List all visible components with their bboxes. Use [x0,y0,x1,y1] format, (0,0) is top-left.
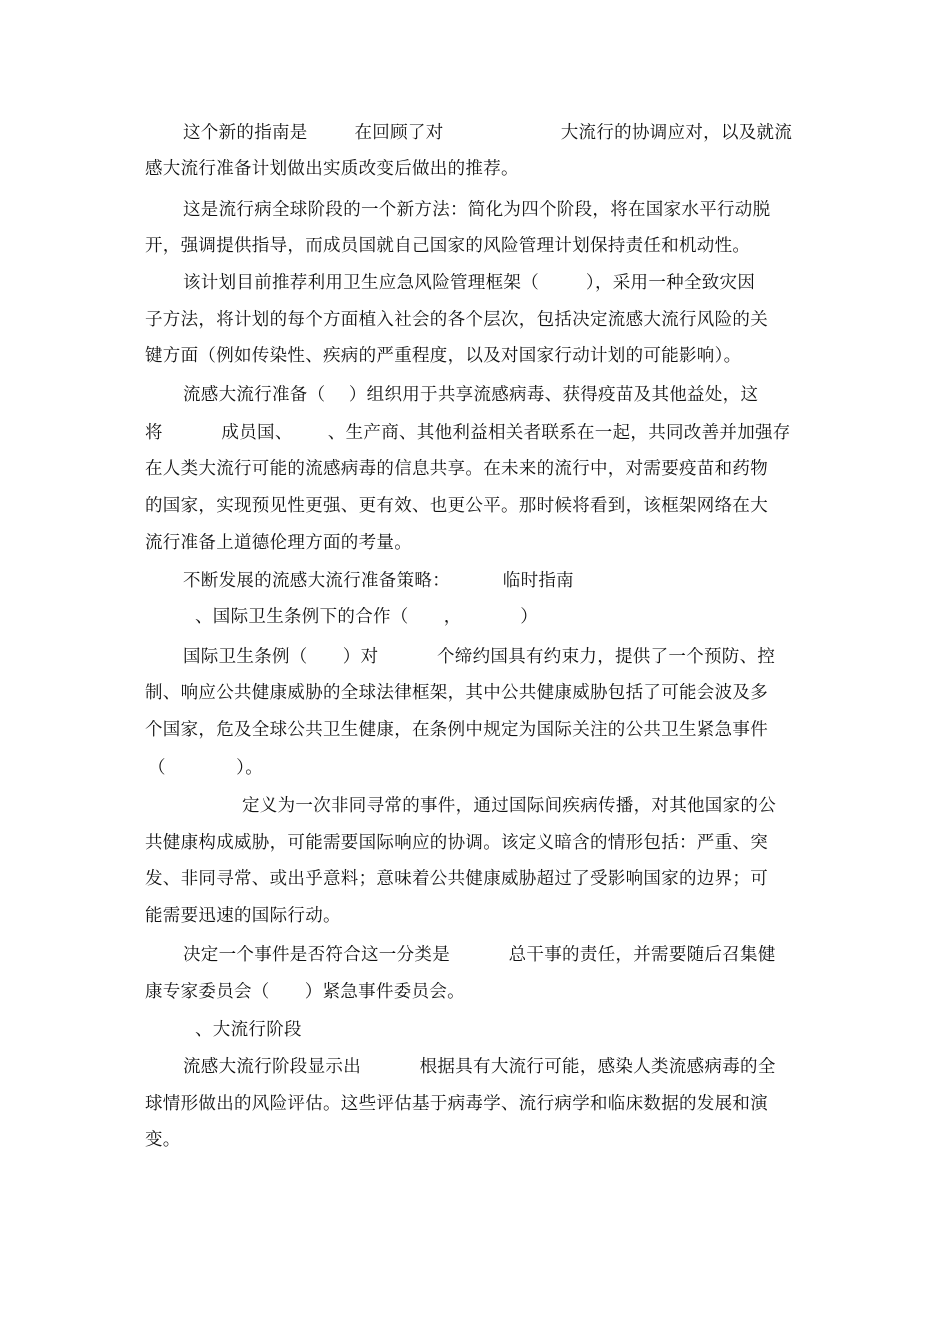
paragraph-line: 康专家委员会（ ）紧急事件委员会。 [145,982,465,1002]
paragraph-line: 个国家，危及全球公共卫生健康，在条例中规定为国际关注的公共卫生紧急事件 [145,720,768,740]
paragraph-line: 感大流行准备计划做出实质改变后做出的推荐。 [145,159,519,179]
paragraph-line: 不断发展的流感大流行准备策略： 临时指南 [183,571,574,591]
paragraph-line: 球情形做出的风险评估。这些评估基于病毒学、流行病学和临床数据的发展和演 [145,1094,768,1114]
paragraph-line: 定义为一次非同寻常的事件，通过国际间疾病传播，对其他国家的公 [242,796,776,816]
paragraph-line: 发、非同寻常、或出乎意料；意味着公共健康威胁超过了受影响国家的边界；可 [145,869,768,889]
paragraph-line: 共健康构成威胁，可能需要国际响应的协调。该定义暗含的情形包括：严重、突 [145,833,768,853]
paragraph-line: 开，强调提供指导，而成员国就自己国家的风险管理计划保持责任和机动性。 [145,236,751,256]
paragraph-line: 变。 [145,1130,181,1150]
paragraph-line: 流感大流行准备（ ）组织用于共享流感病毒、获得疫苗及其他益处，这 [183,385,759,405]
paragraph-line: 国际卫生条例（ ）对 个缔约国具有约束力，提供了一个预防、控 [183,647,776,667]
paragraph-line: 该计划目前推荐利用卫生应急风险管理框架（ ），采用一种全致灾因 [183,273,756,293]
section-heading: 、国际卫生条例下的合作（ ， ） [195,607,539,627]
paragraph-line: 的国家，实现预见性更强、更有效、也更公平。那时候将看到，该框架网络在大 [145,496,768,516]
paragraph-line: 决定一个事件是否符合这一分类是 总干事的责任，并需要随后召集健 [183,945,776,965]
paragraph-line: 子方法，将计划的每个方面植入社会的各个层次，包括决定流感大流行风险的关 [145,310,768,330]
paragraph-line: 键方面（例如传染性、疾病的严重程度，以及对国家行动计划的可能影响）。 [145,346,742,366]
paragraph-line: （ ）。 [148,758,264,778]
paragraph-line: 流行准备上道德伦理方面的考量。 [145,533,412,553]
paragraph-line: 这是流行病全球阶段的一个新方法：简化为四个阶段，将在国家水平行动脱 [183,200,771,220]
paragraph-line: 在人类大流行可能的流感病毒的信息共享。在未来的流行中，对需要疫苗和药物 [145,459,768,479]
paragraph-line: 流感大流行阶段显示出 根据具有大流行可能，感染人类流感病毒的全 [183,1057,776,1077]
paragraph-line: 能需要迅速的国际行动。 [145,906,341,926]
paragraph-line: 这个新的指南是 在回顾了对 大流行的协调应对，以及就流 [183,123,793,143]
paragraph-line: 制、响应公共健康威胁的全球法律框架，其中公共健康威胁包括了可能会波及多 [145,683,768,703]
section-heading: 、大流行阶段 [195,1020,302,1040]
paragraph-line: 将 成员国、 、生产商、其他利益相关者联系在一起，共同改善并加强存 [145,423,791,443]
